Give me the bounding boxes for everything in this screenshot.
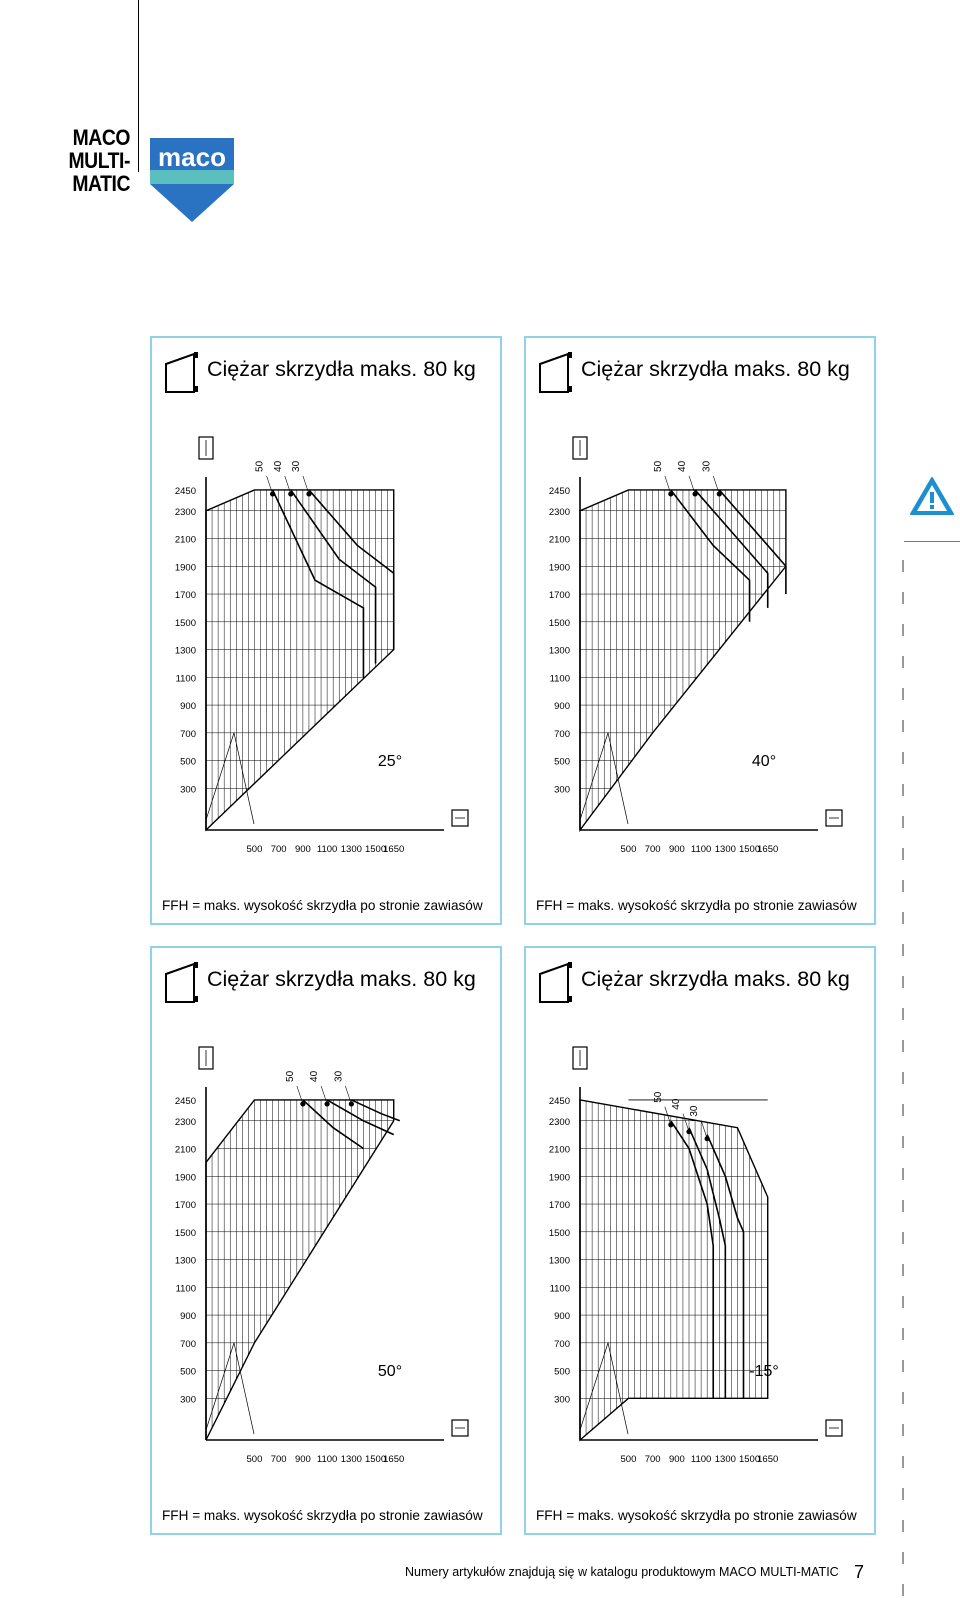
y-tick-label: 500 xyxy=(180,756,196,768)
weight-chart-50 xyxy=(152,948,504,1537)
y-tick-label: 1900 xyxy=(174,1172,196,1184)
curve-leader xyxy=(321,1086,327,1104)
panel-note: FFH = maks. wysokość skrzydła po stronie zawiasów xyxy=(162,1508,483,1523)
margin-dash xyxy=(902,848,904,860)
x-tick-label: 1300 xyxy=(714,844,736,855)
panel-note: FFH = maks. wysokość skrzydła po stronie zawiasów xyxy=(536,1508,857,1523)
margin-dash xyxy=(902,976,904,988)
y-tick-label: 900 xyxy=(180,701,196,713)
x-tick-label: 700 xyxy=(644,844,661,855)
margin-dash xyxy=(902,1520,904,1532)
grid xyxy=(206,1093,444,1440)
width-arrow-icon xyxy=(826,1420,842,1436)
panel-note: FFH = maks. wysokość skrzydła po stronie zawiasów xyxy=(162,898,483,913)
x-tick-label: 1650 xyxy=(383,1454,405,1465)
x-tick-label: 700 xyxy=(270,844,287,855)
panel-title: Ciężar skrzydła maks. 80 kg xyxy=(581,357,850,381)
y-tick-label: 2450 xyxy=(174,485,196,497)
margin-dash xyxy=(902,592,904,604)
curve-50 xyxy=(273,490,364,677)
x-tick-label: 1500 xyxy=(364,1454,387,1465)
y-tick-label: 1500 xyxy=(548,617,570,629)
panel-title: Ciężar skrzydła maks. 80 kg xyxy=(207,967,476,991)
brand-line-2: MULTI-MATIC xyxy=(68,148,130,196)
boundary-outline xyxy=(206,1100,394,1440)
weight-chart-40 xyxy=(526,338,878,927)
margin-dash xyxy=(902,1552,904,1564)
margin-dash xyxy=(902,1584,904,1596)
y-tick-label: 1100 xyxy=(549,673,570,685)
curve-label: 50 xyxy=(254,460,266,472)
y-tick-label: 700 xyxy=(180,1338,196,1350)
curve-label: 40 xyxy=(671,1098,682,1110)
x-tick-label: 1650 xyxy=(383,844,405,855)
y-tick-label: 700 xyxy=(180,728,196,740)
y-tick-label: 500 xyxy=(554,1366,570,1378)
x-tick-label: 1300 xyxy=(714,1454,736,1465)
curve-leader xyxy=(285,476,291,494)
y-tick-label: 300 xyxy=(554,1394,570,1406)
y-tick-label: 300 xyxy=(180,784,196,796)
y-tick-label: 500 xyxy=(180,1366,196,1378)
curve-label: 30 xyxy=(689,1105,701,1117)
height-arrow-icon xyxy=(199,1047,213,1069)
warning-divider xyxy=(904,541,960,542)
x-tick-label: 1100 xyxy=(690,1454,712,1465)
angle-label: 25° xyxy=(377,753,403,770)
curve-40 xyxy=(327,1100,394,1135)
y-tick-label: 900 xyxy=(180,1311,196,1323)
height-arrow-icon xyxy=(573,437,587,459)
margin-dash xyxy=(902,1008,904,1020)
margin-dash xyxy=(902,1360,904,1372)
width-arrow-icon xyxy=(452,810,468,826)
y-tick-label: 2300 xyxy=(548,506,570,518)
curve-50 xyxy=(671,490,750,622)
margin-dash xyxy=(902,560,904,572)
margin-dash xyxy=(902,688,904,700)
margin-dash xyxy=(902,816,904,828)
margin-dash xyxy=(902,1456,904,1468)
footer-text: Numery artykułów znajdują się w katalogu produktowym MACO MULTI-MATIC xyxy=(405,1565,839,1579)
margin-dash xyxy=(902,1328,904,1340)
y-tick-label: 500 xyxy=(554,756,570,768)
chart-panel-3 xyxy=(150,946,502,1535)
y-tick-label: 900 xyxy=(554,1311,570,1323)
margin-dash xyxy=(902,1264,904,1276)
x-tick-label: 500 xyxy=(246,844,263,855)
curve-label: 30 xyxy=(333,1070,345,1082)
y-tick-label: 900 xyxy=(554,701,570,713)
x-tick-label: 700 xyxy=(270,1454,287,1465)
y-tick-label: 1700 xyxy=(548,1200,570,1212)
margin-dash xyxy=(902,1296,904,1308)
y-tick-label: 2100 xyxy=(174,1144,196,1156)
margin-dash xyxy=(902,1104,904,1116)
angle-label: 50° xyxy=(377,1363,403,1380)
y-tick-label: 2450 xyxy=(548,1095,570,1107)
boundary-outline xyxy=(206,490,394,830)
margin-dash xyxy=(902,656,904,668)
panel-title: Ciężar skrzydła maks. 80 kg xyxy=(207,357,476,381)
y-tick-label: 1300 xyxy=(548,645,570,657)
margin-dash xyxy=(902,624,904,636)
curve-marker xyxy=(668,491,673,496)
brand-line-1: MACO xyxy=(72,125,130,150)
y-tick-label: 300 xyxy=(554,784,570,796)
margin-dash xyxy=(902,1392,904,1404)
y-tick-label: 1900 xyxy=(548,1172,570,1184)
warning-icon xyxy=(909,476,955,518)
y-tick-label: 2450 xyxy=(548,485,570,497)
curve-label: 30 xyxy=(701,460,713,472)
x-tick-label: 1650 xyxy=(757,1454,779,1465)
weight-chart-25 xyxy=(152,338,504,927)
margin-dash xyxy=(902,1200,904,1212)
chart-panel-2 xyxy=(524,336,876,925)
curve-leader xyxy=(297,1086,303,1104)
y-tick-label: 2300 xyxy=(548,1116,570,1128)
grid xyxy=(206,483,444,830)
y-tick-label: 2300 xyxy=(174,506,196,518)
curve-label: 40 xyxy=(309,1070,321,1082)
height-arrow-icon xyxy=(199,437,213,459)
margin-dash xyxy=(902,1072,904,1084)
curve-leader xyxy=(689,476,695,494)
chart-panel-1 xyxy=(150,336,502,925)
x-tick-label: 1100 xyxy=(690,844,712,855)
curve-leader xyxy=(267,476,273,494)
curve-marker xyxy=(668,1122,673,1127)
chart-panel-4 xyxy=(524,946,876,1535)
x-tick-label: 500 xyxy=(246,1454,263,1465)
width-arrow-icon xyxy=(826,810,842,826)
curve-leader xyxy=(303,476,309,494)
margin-dash xyxy=(902,752,904,764)
x-tick-label: 1300 xyxy=(340,844,362,855)
boundary-outline xyxy=(580,1100,768,1440)
y-tick-label: 2100 xyxy=(548,1144,570,1156)
x-tick-label: 1300 xyxy=(340,1454,362,1465)
angle-label: 40° xyxy=(751,753,777,770)
x-tick-label: 500 xyxy=(620,1454,637,1465)
margin-dash xyxy=(902,1136,904,1148)
y-tick-label: 1500 xyxy=(174,1227,196,1239)
curve-leader xyxy=(683,1114,689,1132)
panel-note: FFH = maks. wysokość skrzydła po stronie zawiasów xyxy=(536,898,857,913)
height-arrow-icon xyxy=(573,1047,587,1069)
y-tick-label: 1500 xyxy=(174,617,196,629)
margin-dash xyxy=(902,1424,904,1436)
margin-dash xyxy=(902,1168,904,1180)
curve-label: 40 xyxy=(272,460,284,472)
curve-leader xyxy=(713,476,719,494)
y-tick-label: 1500 xyxy=(548,1227,570,1239)
brand-name xyxy=(16,126,130,195)
curve-leader xyxy=(665,476,671,494)
y-tick-label: 1100 xyxy=(175,1283,196,1295)
curve-leader xyxy=(701,1121,707,1139)
y-tick-label: 1700 xyxy=(548,590,570,602)
x-tick-label: 500 xyxy=(620,844,637,855)
x-tick-label: 700 xyxy=(644,1454,661,1465)
grid xyxy=(580,483,818,830)
angle-label: -15° xyxy=(749,1363,779,1380)
y-tick-label: 700 xyxy=(554,728,570,740)
y-tick-label: 1300 xyxy=(548,1255,570,1267)
x-tick-label: 900 xyxy=(668,1454,685,1465)
x-tick-label: 900 xyxy=(668,844,685,855)
margin-dash xyxy=(902,880,904,892)
y-tick-label: 1900 xyxy=(548,562,570,574)
margin-dash xyxy=(902,784,904,796)
curve-label: 30 xyxy=(290,460,302,472)
y-tick-label: 2300 xyxy=(174,1116,196,1128)
y-tick-label: 1100 xyxy=(175,673,196,685)
curve-label: 50 xyxy=(652,460,664,472)
curve-label: 50 xyxy=(284,1070,296,1082)
page-number: 7 xyxy=(854,1562,865,1582)
x-tick-label: 1500 xyxy=(738,844,761,855)
margin-dash xyxy=(902,720,904,732)
y-tick-label: 2100 xyxy=(174,534,196,546)
margin-dash xyxy=(902,1040,904,1052)
x-tick-label: 900 xyxy=(294,1454,311,1465)
margin-dash xyxy=(902,1488,904,1500)
y-tick-label: 1700 xyxy=(174,1200,196,1212)
curve-leader xyxy=(345,1086,351,1104)
margin-dash xyxy=(902,1232,904,1244)
logo-text: maco xyxy=(158,142,226,172)
grid xyxy=(580,1093,818,1440)
y-tick-label: 1300 xyxy=(174,1255,196,1267)
curve-label: 50 xyxy=(652,1091,664,1103)
x-tick-label: 900 xyxy=(294,844,311,855)
x-tick-label: 1100 xyxy=(316,1454,338,1465)
y-tick-label: 2450 xyxy=(174,1095,196,1107)
y-tick-label: 1700 xyxy=(174,590,196,602)
y-tick-label: 2100 xyxy=(548,534,570,546)
margin-dash xyxy=(902,944,904,956)
x-tick-label: 1500 xyxy=(364,844,387,855)
width-arrow-icon xyxy=(452,1420,468,1436)
y-tick-label: 1300 xyxy=(174,645,196,657)
margin-dash xyxy=(902,912,904,924)
x-tick-label: 1650 xyxy=(757,844,779,855)
maco-logo xyxy=(150,126,234,222)
panel-title: Ciężar skrzydła maks. 80 kg xyxy=(581,967,850,991)
x-tick-label: 1100 xyxy=(316,844,338,855)
y-tick-label: 1100 xyxy=(549,1283,570,1295)
y-tick-label: 700 xyxy=(554,1338,570,1350)
weight-chart-minus15 xyxy=(526,948,878,1537)
x-tick-label: 1500 xyxy=(738,1454,761,1465)
curve-label: 40 xyxy=(677,460,689,472)
y-tick-label: 1900 xyxy=(174,562,196,574)
y-tick-label: 300 xyxy=(180,1394,196,1406)
header-divider xyxy=(138,0,139,172)
